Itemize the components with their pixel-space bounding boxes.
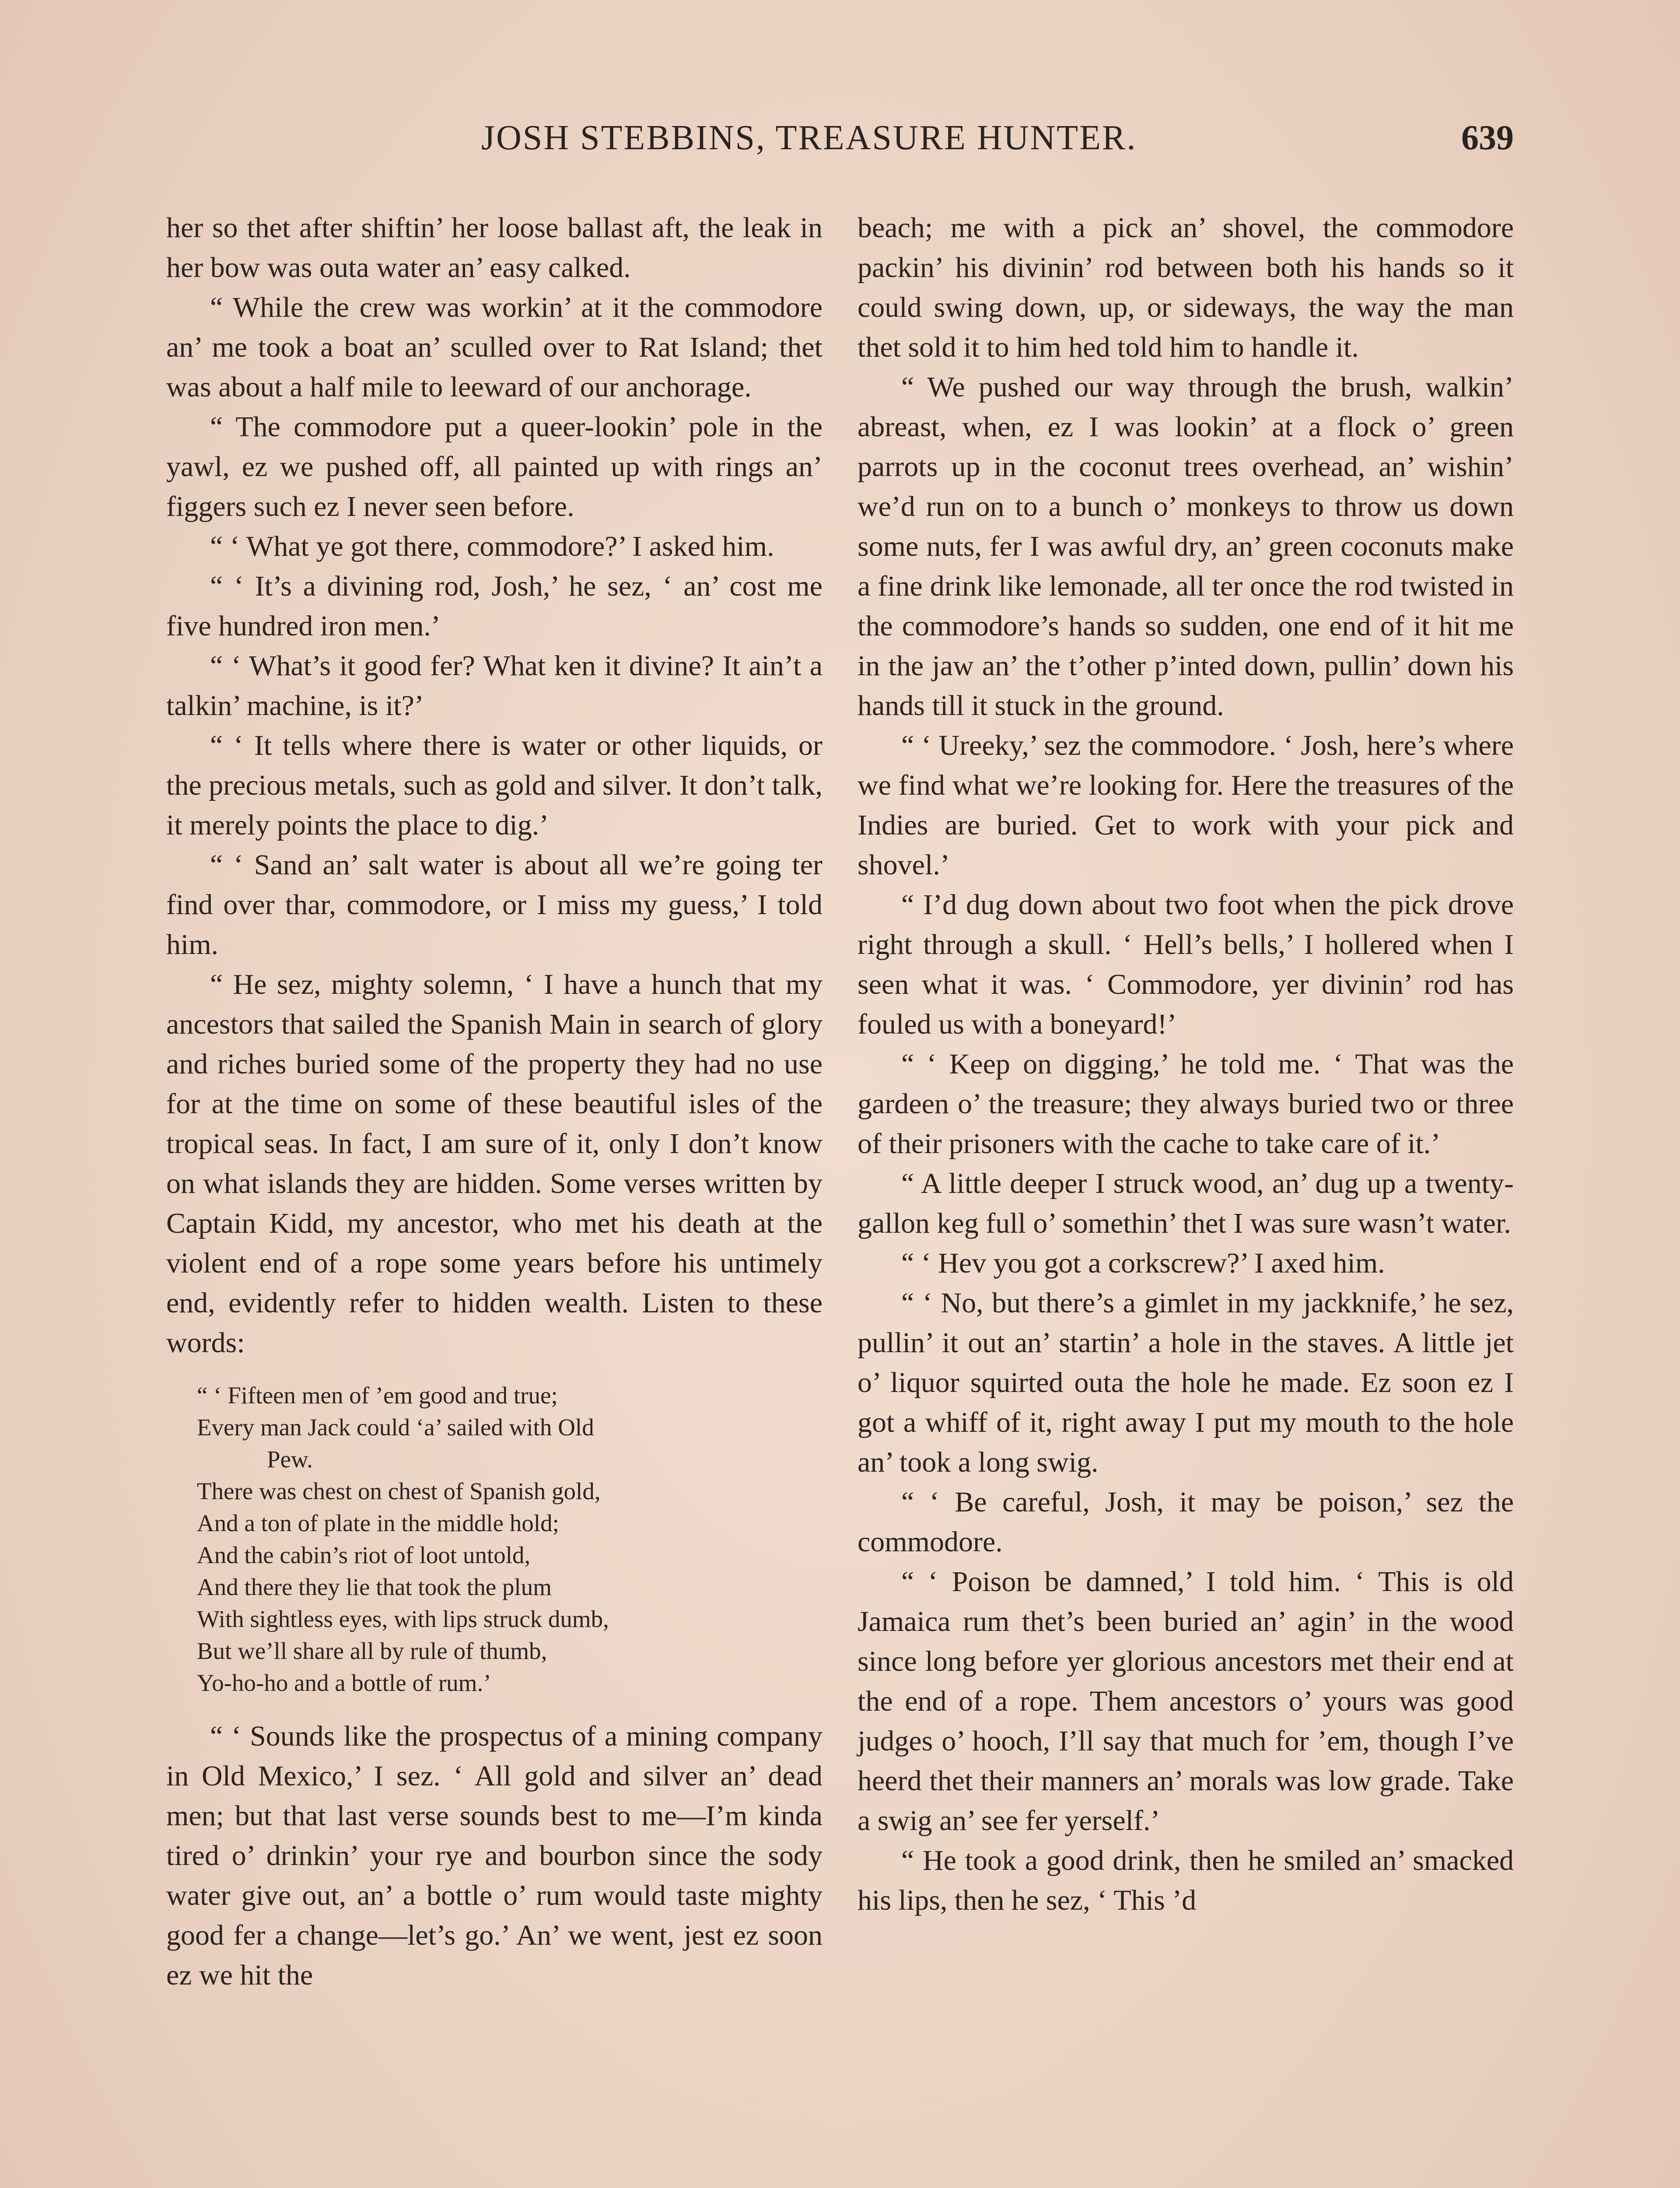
paragraph: “ The commodore put a queer-lookin’ pole in the yawl, ez we pushed off, all painted up with rings an’ figgers such ez I never seen before. [166, 411, 822, 522]
paragraph: “ ‘ Hev you got a corkscrew?’ I axed him. [901, 1247, 1385, 1279]
verse-line: And there they lie that took the plum [197, 1574, 552, 1600]
verse-line: There was chest on chest of Spanish gold, [197, 1478, 601, 1504]
paragraph: “ ‘ Ureeky,’ sez the commodore. ‘ Josh, here’s where we find what we’re looking for. Here the treasures of the Indies are buried. Get to work with your pick and shovel.’ [858, 729, 1514, 881]
paragraph: “ While the crew was workin’ at it the commodore an’ me took a boat an’ sculled over to Rat Island; thet was about a half mile to leeward of our anchorage. [166, 291, 822, 403]
paragraph: “ ‘ Poison be damned,’ I told him. ‘ This is old Jamaica rum thet’s been buried an’ agin’ in the wood since long before yer glorious ancestors met their end at the end of a rope. Them ancestors o’ yours was good judges o’ hooch, I’ll say that much for ’em, though I’ve heerd thet their manners an’ morals was low grade. Take a swig an’ see fer yerself.’ [858, 1566, 1514, 1837]
paragraph: “ ‘ It’s a divining rod, Josh,’ he sez, ‘ an’ cost me five hundred iron men.’ [166, 570, 822, 642]
verse-block [197, 1379, 822, 1699]
verse-line: “ ‘ Fifteen men of ’em good and true; [197, 1382, 558, 1409]
paragraph: her so thet after shiftin’ her loose ballast aft, the leak in her bow was outa water an’ easy calked. [166, 212, 822, 284]
paragraph: beach; me with a pick an’ shovel, the commodore packin’ his divinin’ rod between both his hands so it could swing down, up, or sideways, the way the man thet sold it to him hed told him to handle it. [858, 212, 1514, 363]
paragraph: “ ‘ Keep on digging,’ he told me. ‘ That was the gardeen o’ the treasure; they always buried two or three of their prisoners with the cache to take care of it.’ [858, 1048, 1514, 1160]
paragraph: “ A little deeper I struck wood, an’ dug up a twenty-gallon keg full o’ somethin’ thet I was sure wasn’t water. [858, 1168, 1514, 1239]
verse-line: And a ton of plate in the middle hold; [197, 1510, 559, 1536]
paragraph: “ ‘ What ye got there, commodore?’ I asked him. [210, 530, 774, 562]
paragraph: “ I’d dug down about two foot when the pick drove right through a skull. ‘ Hell’s bells,’ I hollered when I seen what it was. ‘ Commodore, yer divinin’ rod has fouled us with a boneyard!’ [858, 889, 1514, 1040]
page-number: 639 [1461, 119, 1514, 157]
paragraph: “ He sez, mighty solemn, ‘ I have a hunch that my ancestors that sailed the Spanish Main in search of glory and riches buried some of the property they had no use for at the time on some of these beautiful isles of the tropical seas. In fact, I am sure of it, only I don’t know on what islands they are hidden. Some verses written by Captain Kidd, my ancestor, who met his death at the violent end of a rope some years before his untimely end, evidently refer to hidden wealth. Listen to these words: [166, 968, 822, 1359]
paragraph: “ He took a good drink, then he smiled an’ smacked his lips, then he sez, ‘ This ’d [858, 1844, 1514, 1916]
verse-line: And the cabin’s riot of loot untold, [197, 1542, 531, 1568]
paragraph: “ ‘ Be careful, Josh, it may be poison,’ sez the commodore. [858, 1486, 1514, 1558]
right-column [858, 208, 1514, 1920]
verse-line: Every man Jack could ‘a’ sailed with Old [197, 1414, 594, 1441]
paragraph: “ ‘ Sounds like the prospectus of a mining company in Old Mexico,’ I sez. ‘ All gold and silver an’ dead men; but that last verse sounds best to me—I’m kinda tired o’ drinkin’ your rye and bourbon since the sody water give out, an’ a bottle o’ rum would taste mighty good fer a change—let’s go.’ An’ we went, jest ez soon ez we hit the [166, 1720, 822, 1991]
paragraph: “ ‘ It tells where there is water or other liquids, or the precious metals, such as gold and silver. It don’t talk, it merely points the place to dig.’ [166, 729, 822, 841]
paragraph: “ ‘ Sand an’ salt water is about all we’re going ter find over thar, commodore, or I miss my guess,’ I told him. [166, 849, 822, 961]
paragraph: “ We pushed our way through the brush, walkin’ abreast, when, ez I was lookin’ at a flock o’ green parrots up in the coconut trees overhead, an’ wishin’ we’d run on to a bunch o’ monkeys to throw us down some nuts, fer I was awful dry, an’ green coconuts make a fine drink like lemonade, all ter once the rod twisted in the commodore’s hands so sudden, one end of it hit me in the jaw an’ the t’other p’inted down, pullin’ down his hands till it stuck in the ground. [858, 371, 1514, 722]
running-title: JOSH STEBBINS, TREASURE HUNTER. [481, 119, 1137, 157]
running-head [166, 118, 1514, 166]
verse-line: But we’ll share all by rule of thumb, [197, 1637, 547, 1664]
paragraph: “ ‘ No, but there’s a gimlet in my jackknife,’ he sez, pullin’ it out an’ startin’ a hole in the staves. A little jet o’ liquor squirted outa the hole he made. Ez soon ez I got a whiff of it, right away I put my mouth to the hole an’ took a long swig. [858, 1287, 1514, 1478]
left-column [166, 208, 822, 1995]
verse-line: Yo-ho-ho and a bottle of rum.’ [197, 1669, 491, 1696]
paragraph: “ ‘ What’s it good fer? What ken it divine? It ain’t a talkin’ machine, is it?’ [166, 650, 822, 722]
verse-line: With sightless eyes, with lips struck dumb, [197, 1606, 609, 1632]
verse-line: Pew. [267, 1446, 313, 1473]
